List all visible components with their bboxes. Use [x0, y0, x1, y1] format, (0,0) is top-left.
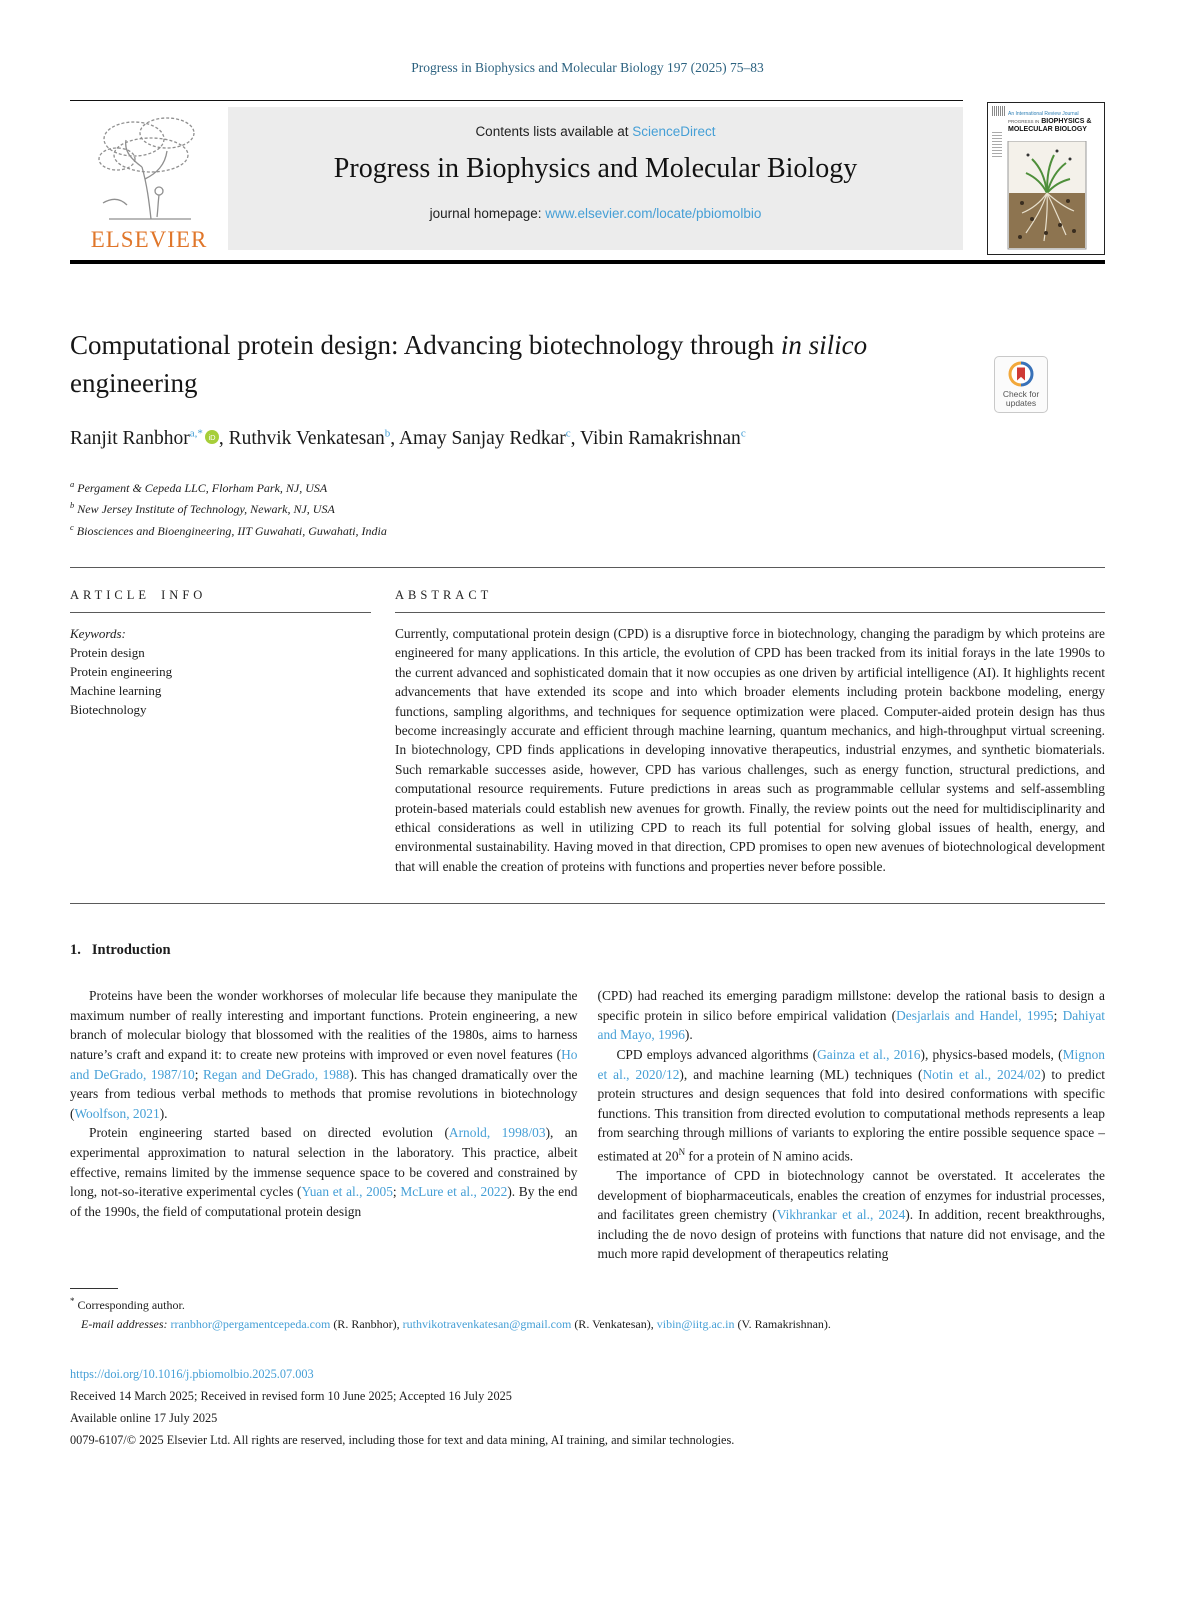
sciencedirect-link[interactable]: ScienceDirect — [632, 124, 716, 139]
inline-link[interactable]: Mignon et al., 2020/12 — [597, 1047, 1105, 1082]
inline-link[interactable]: vibin@iitg.ac.in — [656, 1317, 735, 1332]
header-divider-bar — [70, 260, 1105, 264]
affiliation: $^b$ New Jersey Institute of Technology, Newark, NJ, USA — [70, 500, 335, 516]
inline-link[interactable]: rranbhor@pergamentcepeda.com — [170, 1317, 331, 1332]
inline-link[interactable]: Arnold, 1998/03 — [448, 1125, 546, 1141]
text-segment: ), physics-based models, ( — [920, 1047, 1063, 1063]
body-columns — [70, 986, 1105, 1264]
paragraph — [598, 1045, 1106, 1166]
article-title — [70, 326, 950, 402]
corresponding-author-note: * Corresponding author. — [70, 1296, 185, 1313]
author: Ranjit Ranbhor$^{a,*}$ iD , — [70, 427, 229, 449]
cover-tagline: An International Review Journal — [1008, 111, 1079, 117]
italic-text: in silico — [780, 330, 868, 360]
text-segment: ). This has changed dramatically over the years from tedious verbal methods to methods that promise revolutions in biotechnology ( — [70, 1066, 578, 1121]
available-online: Available online 17 July 2025 — [70, 1411, 218, 1426]
journal-banner — [228, 107, 963, 250]
cover-editor-list — [992, 131, 1002, 157]
cover-title — [1008, 118, 1102, 134]
journal-title: Progress in Biophysics and Molecular Biology — [333, 153, 858, 184]
homepage-prefix: journal homepage: — [429, 206, 546, 221]
inline-link[interactable]: Dahiyat and Mayo, 1996 — [597, 1007, 1105, 1043]
text-segment: ; — [392, 1184, 401, 1200]
text-segment: Proteins have been the wonder workhorses of molecular life because they manipulate the maximum number of really interesting and important functions. Protein engineering, a new branch of molecular biology that blossomed with the realities of the 1980s, aims to harness nature’s craft and expand it: to create new proteins with improved or even novel features ( — [70, 988, 578, 1063]
publication-info — [70, 1363, 1105, 1451]
footnote-block — [70, 1288, 1105, 1332]
text-segment: ), and machine learning (ML) techniques ( — [679, 1066, 923, 1082]
right-column — [598, 986, 1106, 1264]
affiliation: $^a$ Pergament & Cepeda LLC, Florham Park, NJ, USA — [70, 478, 328, 495]
paragraph — [598, 1166, 1106, 1264]
contents-prefix: Contents lists available at — [475, 124, 633, 139]
inline-link[interactable]: McLure et al., 2022 — [400, 1184, 508, 1200]
article-info-heading: ARTICLE INFO — [70, 588, 207, 602]
italic-text: E-mail addresses: — [81, 1317, 171, 1332]
text-segment: CPD employs advanced algorithms ( — [616, 1047, 818, 1063]
author-affil-marker: b — [384, 427, 391, 439]
cover-title-line2: MOLECULAR BIOLOGY — [1008, 126, 1087, 133]
badge-label-line1: Check for — [1002, 388, 1040, 399]
running-head-citation: Progress in Biophysics and Molecular Biology 197 (2025) 75–83 — [411, 60, 764, 75]
cover-barcode — [992, 106, 1005, 116]
abstract-text: Currently, computational protein design (CPD) is a disruptive force in biotechnology, changing the paradigm by which proteins are engineered for many applications. In this article, the evolution of CPD has been tracked from its initial forays in the late 1990s to the current advanced and sophisticated domain that it now occupies as one driven by artificial intelligence (AI). It highlights recent advancements that have extended its scope and into which broader elements including protein backbone modeling, energy functions, sampling algorithms, and techniques for sequence optimization were placed. Computer-aided protein design has thus become increasingly accurate and efficient through machine learning, quantum mechanics, and high-throughput virtual screening. In biotechnology, CPD finds applications in developing innovative therapeutics, industrial enzymes, and synthetic biomaterials. Such remarkable successes aside, however, CPD has various challenges, such as energy function, structural predictions, and computational resource requirements. Future predictions in areas such as programmable cellular systems and self-assembling protein-based materials could establish new avenues for growth. Finally, the review points out the need for multidisciplinarity and ethical considerations as well in utilizing CPD to reach its full potential for solving global issues of health, energy, and environmental sustainability. Having moved in that direction, CPD promises to open new avenues of biotechnological development that will enable the creation of proteins with functions and properties never before possible. — [395, 626, 1105, 874]
inline-link[interactable]: Vikhrankar et al., 2024 — [776, 1207, 906, 1223]
text-segment: (R. Venkatesan), — [571, 1317, 657, 1332]
text-segment: The importance of CPD in biotechnology cannot be overstated. It accelerates the development of biopharmaceuticals, enables the creation of enzymes for industrial processes, and facilitates green chemistry ( — [597, 1168, 1105, 1223]
keyword: Biotechnology — [70, 702, 147, 717]
affiliation-list — [70, 476, 1105, 541]
cover-title-line1: BIOPHYSICS & — [1041, 118, 1092, 125]
badge-label-line2: updates — [1005, 398, 1037, 408]
left-column — [70, 986, 578, 1264]
journal-homepage-link[interactable]: www.elsevier.com/locate/pbiomolbio — [545, 206, 762, 221]
text-segment: ) to predict protein structures and design sequences that fold into desired conformations with specific functions. This transition from directed evolution to computational methods represents a leap from searching through millions of variants to exploring the entire possible sequence space – estimated at 20 — [597, 1066, 1105, 1164]
text-segment: engineering — [70, 368, 198, 398]
text-segment: Protein engineering started based on directed evolution ( — [89, 1125, 449, 1141]
cover-title-prefix: PROGRESS IN — [1008, 119, 1040, 124]
elsevier-tree-icon — [79, 107, 219, 225]
text-segment: ). — [159, 1105, 168, 1121]
paragraph — [598, 986, 1106, 1045]
text-segment: (R. Ranbhor), — [330, 1317, 403, 1332]
section-title: Introduction — [91, 942, 171, 959]
author: Ruthvik Venkatesan$^b$, — [228, 427, 399, 449]
inline-link[interactable]: Ho and DeGrado, 1987/10 — [70, 1047, 578, 1082]
abstract-rule — [395, 612, 1105, 613]
text-segment: ; — [194, 1066, 203, 1082]
cover-plant-illustration — [1002, 141, 1092, 251]
paragraph — [70, 1123, 578, 1221]
article-page — [70, 0, 1105, 1451]
author-affil-marker: c — [565, 427, 571, 439]
article-info-column — [70, 568, 371, 876]
author: Amay Sanjay Redkar$^c$, — [398, 427, 581, 449]
affiliation: $^c$ Biosciences and Bioengineering, IIT Guwahati, Guwahati, India — [70, 521, 387, 538]
author-affil-marker: a,* — [189, 427, 203, 439]
received-dates: Received 14 March 2025; Received in revised form 10 June 2025; Accepted 16 July 2025 — [70, 1389, 512, 1404]
text-segment: for a protein of N amino acids. — [685, 1148, 854, 1164]
inline-link[interactable]: Yuan et al., 2005 — [301, 1184, 393, 1200]
title-block — [70, 326, 1105, 540]
keyword: Protein design — [70, 645, 145, 660]
inline-link[interactable]: Desjarlais and Handel, 1995 — [896, 1007, 1054, 1023]
text-segment: Computational protein design: Advancing biotechnology through — [70, 330, 781, 360]
keywords-label: Keywords: — [70, 626, 126, 641]
journal-header-main — [70, 100, 963, 255]
journal-header — [70, 100, 1105, 255]
elsevier-wordmark: ELSEVIER — [90, 227, 208, 252]
author-list — [70, 427, 1105, 450]
svg-text:iD: iD — [208, 432, 216, 442]
abstract-heading: ABSTRACT — [395, 588, 493, 602]
email-addresses-line — [70, 1317, 1105, 1332]
keywords-block — [70, 624, 371, 719]
text-segment: ; — [1053, 1007, 1063, 1023]
paragraph — [70, 986, 578, 1123]
inline-link[interactable]: Woolfson, 2021 — [74, 1105, 160, 1121]
inline-link[interactable]: Gainza et al., 2016 — [817, 1047, 921, 1063]
footnote-rule — [70, 1288, 118, 1289]
introduction-heading — [70, 942, 1105, 959]
text-segment: ). In addition, recent breakthroughs, including the de novo design of proteins with functions that nature did not envisage, and the much more rapid development of therapeutics relating — [597, 1207, 1105, 1262]
orcid-icon[interactable] — [205, 428, 219, 449]
elsevier-logo[interactable] — [70, 101, 228, 255]
contents-line — [228, 124, 963, 139]
journal-cover-thumbnail[interactable] — [987, 102, 1105, 255]
section-divider — [70, 903, 1105, 904]
crossmark-icon — [1008, 361, 1034, 387]
text-segment: ). By the end of the 1990s, the field of computational protein design — [70, 1184, 578, 1219]
inline-link[interactable]: Notin et al., 2024/02 — [922, 1066, 1041, 1082]
check-updates-badge[interactable] — [994, 356, 1048, 413]
abstract-column — [395, 568, 1105, 876]
inline-link[interactable]: Regan and DeGrado, 1988 — [203, 1066, 350, 1082]
text-segment: ), an experimental approximation to natural selection in the laboratory. This practice, albeit effective, remains limited by the immense sequence space to be covered and constrained by long, not-so-iterative experimental cycles ( — [70, 1125, 578, 1200]
copyright-line: 0079-6107/© 2025 Elsevier Ltd. All rights are reserved, including those for text and data mining, AI training, and similar technologies. — [70, 1433, 735, 1448]
author-affil-marker: c — [740, 427, 746, 439]
text-segment: N — [678, 1147, 686, 1158]
article-info-rule — [70, 612, 371, 613]
info-abstract-section — [70, 568, 1105, 876]
inline-link[interactable]: ruthvikotravenkatesan@gmail.com — [402, 1317, 572, 1332]
text-segment: ). — [684, 1027, 693, 1043]
homepage-line — [228, 206, 963, 221]
section-number: 1. — [70, 942, 81, 959]
keyword: Machine learning — [70, 683, 162, 698]
text-segment: (V. Ramakrishnan). — [734, 1317, 831, 1332]
text-segment: (CPD) had reached its emerging paradigm millstone: develop the rational basis to design a specific protein in silico before empirical validation ( — [597, 988, 1105, 1023]
footnote-marker: * — [70, 1296, 75, 1307]
author: Vibin Ramakrishnan$^c$ — [580, 427, 746, 449]
keyword: Protein engineering — [70, 664, 173, 679]
doi-link[interactable]: https://doi.org/10.1016/j.pbiomolbio.2025.07.003 — [70, 1367, 314, 1382]
